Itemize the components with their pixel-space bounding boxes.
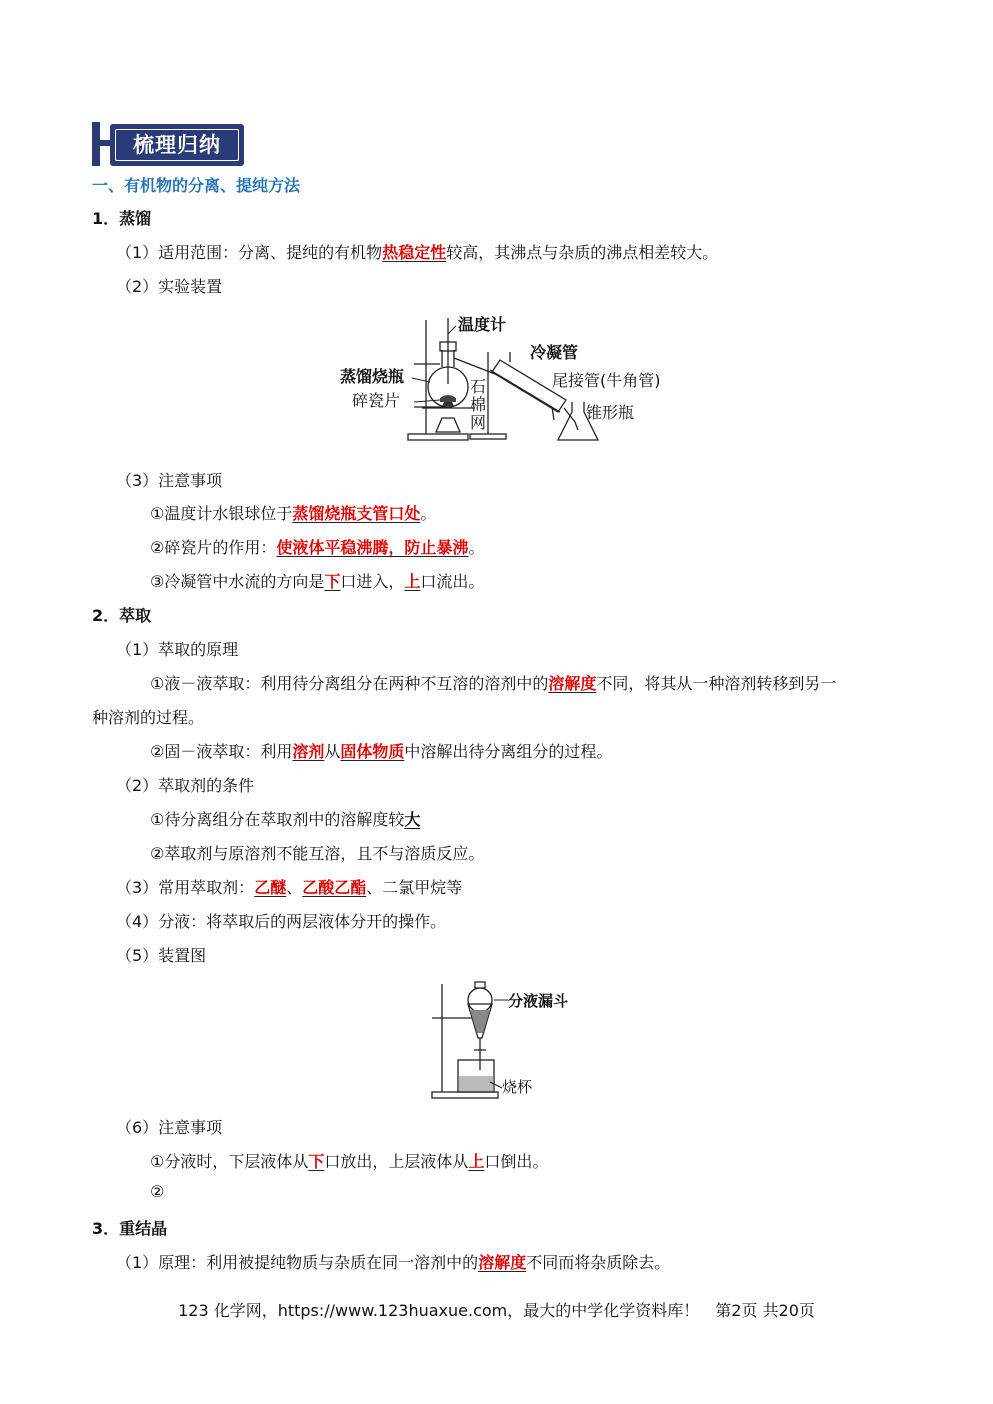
- text: 、: [286, 878, 303, 897]
- heading-recrystallization: 3．重结晶: [92, 1219, 168, 1238]
- answer-highlight: 溶剂: [292, 742, 325, 761]
- answer-highlight: 乙醚: [254, 878, 287, 897]
- heading-extraction: 2．萃取: [92, 606, 152, 625]
- extract-condition-1: [150, 807, 420, 830]
- label-funnel: 分液漏斗: [508, 992, 569, 1010]
- distill-apparatus-label: （2）实验装置: [116, 277, 223, 296]
- distill-note-2: [150, 535, 484, 558]
- distill-note-3: [150, 569, 484, 592]
- text: 口倒出。: [484, 1152, 549, 1171]
- distillation-apparatus-figure: [330, 312, 690, 447]
- text: ②固－液萃取：利用: [150, 742, 293, 761]
- label-chips: 碎瓷片: [352, 391, 401, 410]
- label-condenser: 冷凝管: [530, 343, 579, 362]
- text: 口进入，: [340, 572, 405, 591]
- text: ①温度计水银球位于: [150, 504, 293, 523]
- text: 不同而将杂质除去。: [526, 1253, 671, 1272]
- answer-highlight: 上: [404, 572, 421, 591]
- separatory-funnel-figure: [428, 978, 588, 1100]
- extract-separation: （4）分液：将萃取后的两层液体分开的操作。: [116, 912, 447, 931]
- label-gauze-1: 石: [470, 377, 487, 396]
- text: ①液－液萃取：利用待分离组分在两种不互溶的溶剂中的: [150, 674, 549, 693]
- answer-highlight: 使液体平稳沸腾，防止暴沸: [276, 538, 469, 557]
- beaker-liquid-icon: [459, 1076, 493, 1091]
- label-flask: 蒸馏烧瓶: [340, 367, 405, 386]
- answer-highlight: 下: [324, 572, 341, 591]
- badge-connector: [100, 140, 110, 146]
- text: （1）原理：利用被提纯物质与杂质在同一溶剂中的: [116, 1253, 479, 1272]
- page-footer: 123 化学网，https://www.123huaxue.com，最大的中学化学资料库！ 第2页 共20页: [178, 1301, 815, 1320]
- text: 较高，其沸点与杂质的沸点相差较大。: [446, 243, 719, 262]
- text: 、二氯甲烷等: [366, 878, 463, 897]
- label-gauze-3: 网: [470, 413, 487, 432]
- recryst-principle: [116, 1250, 670, 1273]
- answer-highlight: 固体物质: [340, 742, 405, 761]
- extract-note-2: ②: [150, 1182, 165, 1201]
- text: ①待分离组分在萃取剂中的溶解度较: [150, 810, 405, 829]
- text: ②碎瓷片的作用：: [150, 538, 277, 557]
- badge-label: 梳理归纳: [115, 129, 239, 161]
- answer-highlight: 乙酸乙酯: [302, 878, 367, 897]
- answer-highlight: 下: [308, 1152, 325, 1171]
- label-beaker: 烧杯: [502, 1078, 533, 1096]
- badge-bar: [92, 122, 100, 166]
- section-badge: [92, 122, 244, 166]
- extract-common-solvents: [116, 875, 462, 898]
- section-title: 一、有机物的分离、提纯方法: [92, 176, 301, 195]
- label-gauze-2: 棉: [470, 395, 487, 414]
- label-adapter: 尾接管(牛角管): [552, 371, 661, 390]
- text: 口放出，上层液体从: [324, 1152, 469, 1171]
- extract-figure-label: （5）装置图: [116, 946, 207, 965]
- text: 口流出。: [420, 572, 485, 591]
- extract-notes-label: （6）注意事项: [116, 1118, 223, 1137]
- extract-principle-label: （1）萃取的原理: [116, 640, 239, 659]
- extract-principle-2: [150, 739, 612, 762]
- text: ①分液时，下层液体从: [150, 1152, 309, 1171]
- boiling-chips-icon: [440, 395, 456, 402]
- answer-highlight: 上: [468, 1152, 485, 1171]
- extract-principle-1-cont: 种溶剂的过程。: [92, 708, 205, 727]
- distill-scope: [116, 240, 718, 263]
- distill-notes-label: （3）注意事项: [116, 471, 223, 490]
- answer-highlight: 热稳定性: [382, 243, 447, 262]
- extract-conditions-label: （2）萃取剂的条件: [116, 776, 255, 795]
- label-conical-flask: 锥形瓶: [586, 403, 635, 422]
- answer-highlight: 溶解度: [478, 1253, 527, 1272]
- heading-distillation: 1．蒸馏: [92, 209, 152, 228]
- text: 。: [420, 504, 437, 523]
- text: 。: [468, 538, 485, 557]
- answer-highlight: 蒸馏烧瓶支管口处: [292, 504, 421, 523]
- answer-highlight: 溶解度: [548, 674, 597, 693]
- distill-note-1: [150, 501, 436, 524]
- extract-principle-1: [150, 671, 836, 694]
- text: （3）常用萃取剂：: [116, 878, 255, 897]
- text: 不同，将其从一种溶剂转移到另一: [596, 674, 837, 693]
- label-thermometer: 温度计: [458, 315, 507, 334]
- extract-condition-2: ②萃取剂与原溶剂不能互溶，且不与溶质反应。: [150, 844, 485, 863]
- answer-blank: 大: [404, 810, 421, 829]
- text: （1）适用范围：分离、提纯的有机物: [116, 243, 383, 262]
- text: 从: [324, 742, 341, 761]
- badge-box: [110, 124, 244, 166]
- text: ③冷凝管中水流的方向是: [150, 572, 325, 591]
- text: 中溶解出待分离组分的过程。: [404, 742, 613, 761]
- extract-note-1: [150, 1149, 548, 1172]
